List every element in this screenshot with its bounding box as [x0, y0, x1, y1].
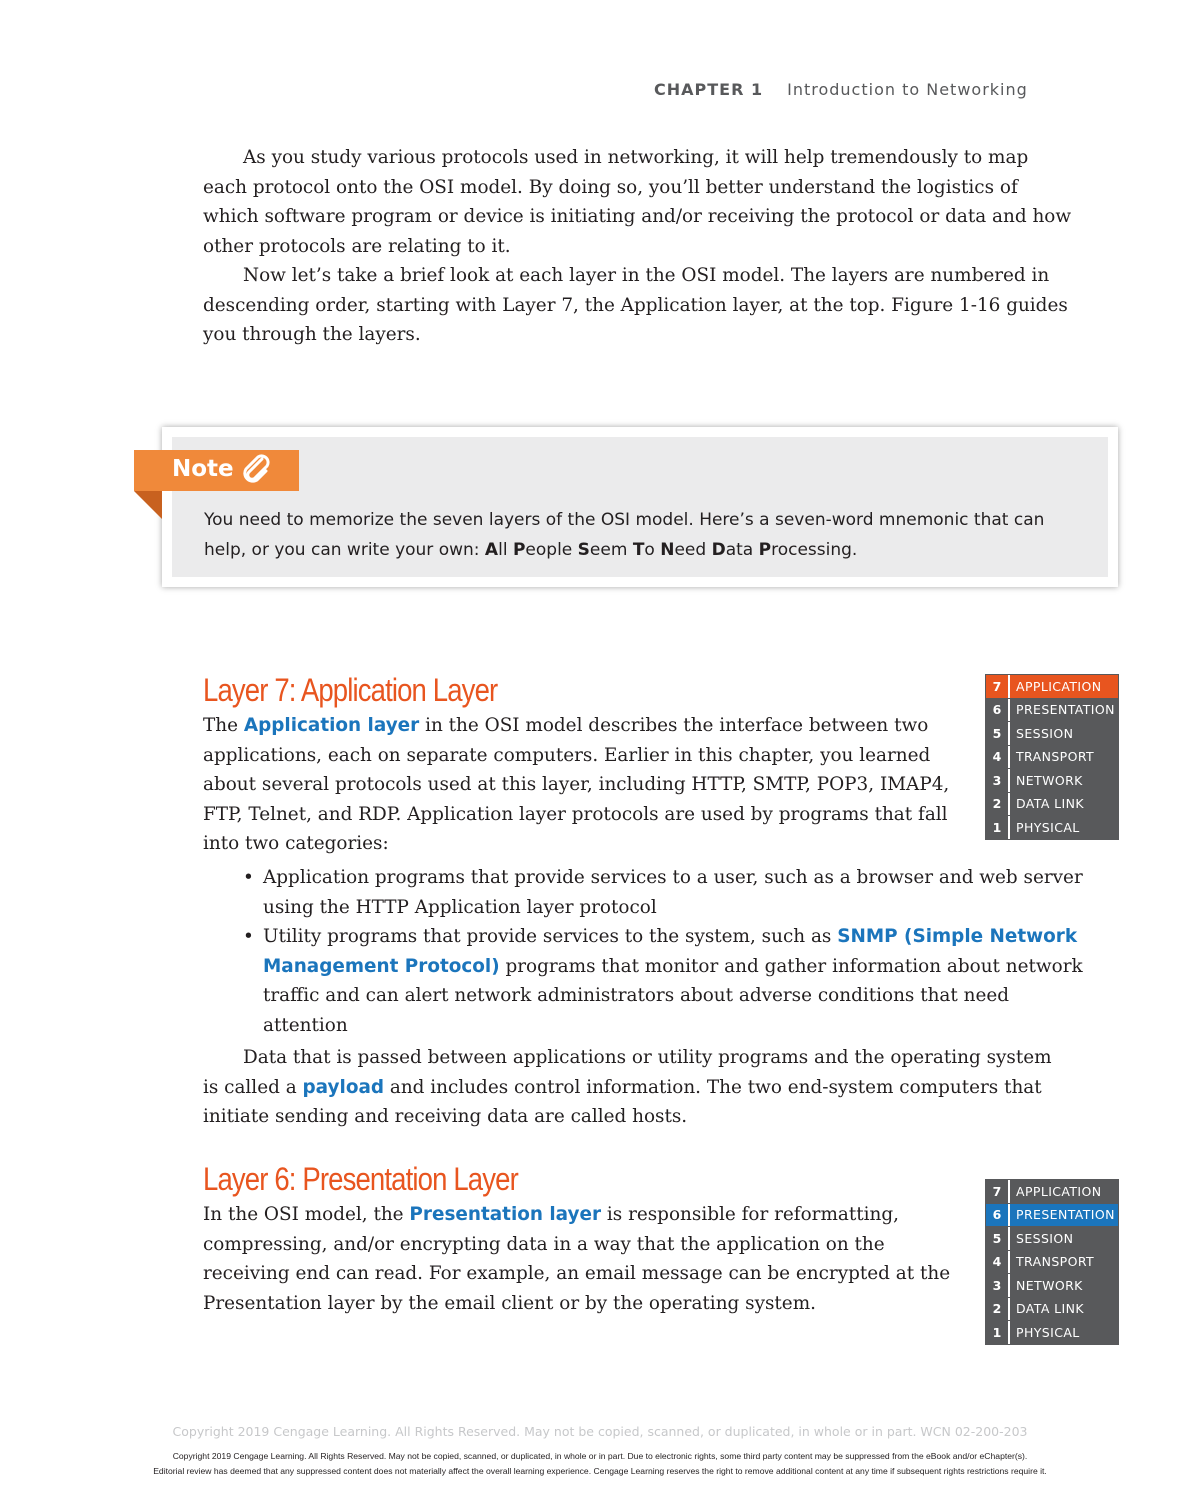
list-item: • Utility programs that provide services to the system, such as SNMP (Simple Network Management Protocol) programs that monitor and gather information about network traffic and can alert network administrators about adverse conditions that need attention [243, 926, 1083, 1036]
osi-layer-number: 3 [986, 769, 1010, 792]
rights-notice-1: Copyright 2019 Cengage Learning. All Rights Reserved. May not be copied, scanned, or duplicated, in whole or in part. Due to electronic rights, some third party content may be suppressed from the eBook and/or eChapter(s). [172, 1451, 1028, 1461]
layer7-p1-rest: in the OSI model describes the interface between two applications, each on separate computers. Earlier in this chapter, you learned about several protocols used at this layer, including HTTP, SMTP, POP3, IMAP4, FTP, Telnet, and RDP. Application layer protocols are used by programs that fall into two categories: [203, 715, 950, 854]
osi-layer-network [986, 769, 1118, 792]
intro-paragraph-1: As you study various protocols used in networking, it will help tremendously to map each protocol onto the OSI model. By doing so, you’ll better understand the logistics of which software program or device is initiating and/or receiving the protocol or data and how other protocols are relating to it. [203, 147, 1072, 257]
osi-layer-number: 4 [986, 1251, 1010, 1274]
mnemonic-word-rest: eople [525, 540, 578, 560]
osi-layer-data-link [986, 793, 1118, 816]
osi-layer-network [986, 1274, 1118, 1297]
mnemonic [485, 540, 852, 560]
osi-layer-name: NETWORK [1016, 1277, 1083, 1293]
osi-layer-name: TRANSPORT [1016, 749, 1095, 765]
osi-stack-presentation [985, 1179, 1119, 1345]
layer7-p1-text: The [203, 715, 244, 736]
osi-layer-name: APPLICATION [1016, 678, 1102, 694]
osi-stack-application [985, 674, 1119, 840]
mnemonic-word-rest: o [644, 540, 661, 560]
osi-layer-number: 7 [986, 1180, 1010, 1203]
osi-layer-physical [986, 816, 1118, 839]
osi-layer-name: PRESENTATION [1016, 1207, 1115, 1223]
layer6-p1-rest: is responsible for reformatting, compressing, and/or encrypting data in a way that the application on the receiving end can read. For example, an email message can be encrypted at the Presentation layer by the email client or by the operating system. [203, 1204, 951, 1314]
paperclip-icon [240, 453, 274, 487]
osi-layer-transport [986, 1251, 1118, 1274]
intro-section [203, 143, 1073, 350]
mnemonic-word-rest: ata [725, 540, 759, 560]
osi-layer-number: 2 [986, 793, 1010, 816]
note-tab [134, 450, 299, 491]
layer7-p2-rest: and includes control information. The two end-system computers that initiate sending and receiving data are called hosts. [203, 1076, 1042, 1127]
osi-layer-number: 6 [986, 699, 1010, 722]
osi-layer-session [986, 1227, 1118, 1250]
osi-layer-name: PRESENTATION [1016, 702, 1115, 718]
osi-layer-name: SESSION [1016, 1230, 1074, 1246]
mnemonic-word-rest: eem [589, 540, 633, 560]
bullet-2-rest: programs that monitor and gather information about network traffic and can alert network administrators about adverse conditions that need attention [263, 955, 1083, 1036]
osi-layer-name: NETWORK [1016, 772, 1083, 788]
mnemonic-initial: S [577, 540, 590, 560]
osi-layer-name: SESSION [1016, 725, 1074, 741]
layer7-body [203, 711, 973, 859]
copyright-line: Copyright 2019 Cengage Learning. All Rights Reserved. May not be copied, scanned, or duplicated, in whole or in part. WCN 02-200-203 [172, 1424, 1028, 1439]
osi-layer-number: 4 [986, 746, 1010, 769]
layer6-body [203, 1200, 963, 1318]
layer7-paragraph-1 [203, 711, 973, 859]
bullet-1-text: Application programs that provide services to a user, such as a browser and web server using the HTTP Application layer protocol [263, 867, 1083, 918]
mnemonic-initial: P [512, 540, 526, 560]
osi-layer-data-link [986, 1298, 1118, 1321]
osi-layer-number: 6 [986, 1204, 1010, 1227]
mnemonic-initial: P [758, 540, 772, 560]
osi-layer-number: 1 [986, 1321, 1010, 1344]
osi-layer-number: 5 [986, 1227, 1010, 1250]
layer7-p2-text: Data that is passed between applications or utility programs and the operating system is called a [203, 1047, 1052, 1098]
osi-layer-application [986, 1180, 1118, 1203]
layer7-paragraph-2 [203, 1043, 1053, 1132]
layer6-paragraph-1 [203, 1200, 963, 1318]
note-label: Note [172, 456, 234, 482]
note-tab-fold [134, 491, 162, 519]
mnemonic-word-rest: rocessing [771, 540, 852, 560]
layer7-closing [203, 1043, 1053, 1132]
osi-layer-name: DATA LINK [1016, 796, 1084, 812]
layer7-heading: Layer 7: Application Layer [203, 672, 498, 708]
mnemonic-initial: A [484, 540, 499, 560]
snmp-term: SNMP (Simple Network Management Protocol) [263, 926, 1078, 977]
osi-layer-name: APPLICATION [1016, 1183, 1102, 1199]
osi-layer-session [986, 722, 1118, 745]
mnemonic-initial: T [632, 540, 645, 560]
intro-paragraph-2: Now let’s take a brief look at each layer in the OSI model. The layers are numbered in descending order, starting with Layer 7, the Application layer, at the top. Figure 1-16 guides you through the layers. [203, 265, 1068, 345]
osi-layer-physical [986, 1321, 1118, 1344]
osi-layer-presentation [986, 699, 1118, 722]
mnemonic-initial: D [711, 540, 726, 560]
mnemonic-word-rest: eed [674, 540, 712, 560]
application-layer-term: Application layer [243, 715, 420, 736]
osi-layer-transport [986, 746, 1118, 769]
presentation-layer-term: Presentation layer [409, 1204, 602, 1225]
mnemonic-initial: N [660, 540, 675, 560]
note-text-intro: You need to memorize the seven layers of the OSI model. Here’s a seven-word mnemonic that can help, or you can write your own: [204, 510, 1045, 560]
bullet-2-text: Utility programs that provide services to the system, such as [263, 926, 838, 947]
note-text-end: . [851, 540, 858, 560]
osi-layer-number: 7 [986, 675, 1010, 698]
osi-layer-number: 3 [986, 1274, 1010, 1297]
running-head [654, 80, 1028, 99]
note-text [204, 505, 1084, 565]
osi-layer-number: 2 [986, 1298, 1010, 1321]
payload-term: payload [302, 1076, 385, 1098]
osi-layer-presentation [986, 1204, 1118, 1227]
chapter-title: Introduction to Networking [787, 80, 1028, 99]
osi-layer-name: TRANSPORT [1016, 1254, 1095, 1270]
list-item: • Application programs that provide services to a user, such as a browser and web server using the HTTP Application layer protocol [243, 867, 1083, 918]
osi-layer-number: 5 [986, 722, 1010, 745]
osi-layer-name: PHYSICAL [1016, 1324, 1080, 1340]
osi-layer-number: 1 [986, 816, 1010, 839]
osi-layer-application [986, 675, 1118, 698]
mnemonic-word-rest: ll [498, 540, 513, 560]
layer6-p1-text: In the OSI model, the [203, 1204, 410, 1225]
osi-layer-name: PHYSICAL [1016, 819, 1080, 835]
chapter-number: CHAPTER 1 [654, 80, 764, 99]
rights-notice-2: Editorial review has deemed that any suppressed content does not materially affect the overall learning experience. Cengage Learning reserves the right to remove additional content at any time if subsequent rights restrictions require it. [153, 1466, 1047, 1476]
layer6-heading: Layer 6: Presentation Layer [203, 1161, 518, 1197]
layer7-bullets [203, 863, 1083, 1040]
osi-layer-name: DATA LINK [1016, 1301, 1084, 1317]
